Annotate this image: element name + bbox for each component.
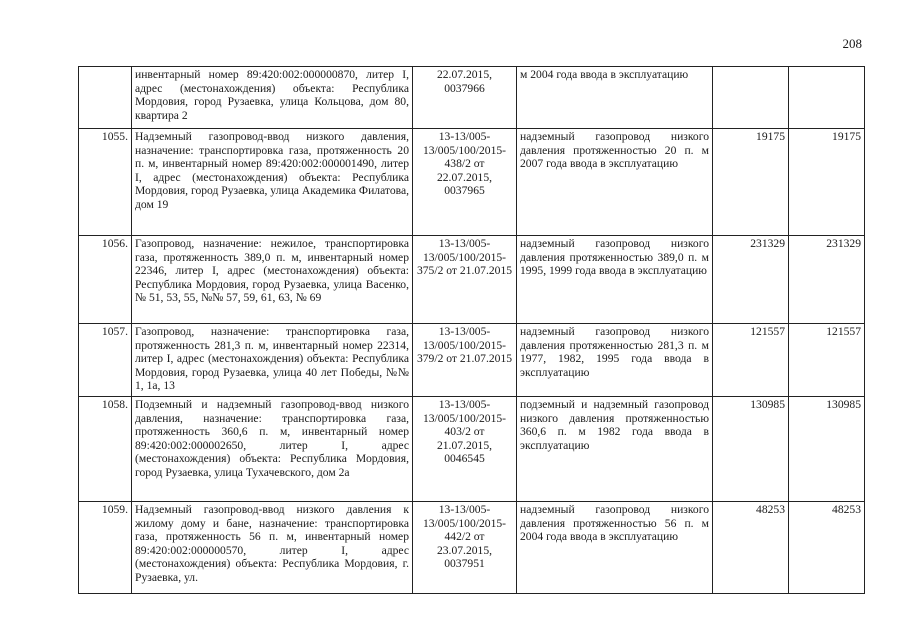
table-row: [79, 502, 865, 594]
residual-value: 19175: [789, 129, 865, 236]
book-value: [713, 67, 789, 129]
registration-record: 13-13/005-13/005/100/2015-438/2 от 22.07.2015, 0037965: [413, 129, 517, 236]
book-value: 130985: [713, 397, 789, 502]
object-description: [132, 502, 413, 594]
table-row: [79, 67, 865, 129]
object-description: инвентарный номер 89:420:002:000000870, литер I, адрес (местонахождения) объекта: Республика Мордовия, город Рузаевка, улица Кольцова, дом 80, квартира 2: [132, 67, 413, 129]
object-description: Газопровод, назначение: нежилое, транспортировка газа, протяженность 389,0 п. м, инвентарный номер 22346, литер I, адрес (местонахождения) объекта: Республика Мордовия, город Рузаевка, улица Васенко, № 51, 53, 55, №№ 57, 59, 61, 63, № 69: [132, 236, 413, 324]
book-value: 121557: [713, 324, 789, 397]
object-description: Газопровод, назначение: транспортировка газа, протяженность 281,3 п. м, инвентарный номер 22314, литер I, адрес (местонахождения) объекта: Республика Мордовия, город Рузаевка, улица 40 лет Победы, №№ 1, 1а, 13: [132, 324, 413, 397]
registration-record: 13-13/005-13/005/100/2015-442/2 от 23.07.2015, 0037951: [413, 502, 517, 594]
residual-value: [789, 67, 865, 129]
object-characteristics: надземный газопровод низкого давления протяженностью 281,3 п. м 1977, 1982, 1995 года ввода в эксплуатацию: [517, 324, 713, 397]
page-number: 208: [842, 36, 862, 51]
registration-record: 22.07.2015, 0037966: [413, 67, 517, 129]
residual-value: 130985: [789, 397, 865, 502]
object-description: Подземный и надземный газопровод-ввод низкого давления, назначение: транспортировка газа, протяженность 360,6 п. м, инвентарный номер 89:420:002:000002650, литер I, адрес (местонахождения) объекта: Республика Мордовия, город Рузаевка, улица Тухачевского, дом 2а: [132, 397, 413, 502]
table-row: [79, 397, 865, 502]
residual-value: 231329: [789, 236, 865, 324]
registration-record: 13-13/005-13/005/100/2015-375/2 от 21.07.2015: [413, 236, 517, 324]
object-characteristics: подземный и надземный газопровод низкого давления протяженностью 360,6 п. м 1982 года ввода в эксплуатацию: [517, 397, 713, 502]
table-row: [79, 324, 865, 397]
row-number: [79, 67, 132, 129]
residual-value: 121557: [789, 324, 865, 397]
object-description: Надземный газопровод-ввод низкого давления, назначение: транспортировка газа, протяженность 20 п. м, инвентарный номер 89:420:002:000001490, литер I, адрес (местонахождения) объекта: Республика Мордовия, город Рузаевка, улица Академика Филатова, дом 19: [132, 129, 413, 236]
residual-value: 48253: [789, 502, 865, 594]
registration-record: 13-13/005-13/005/100/2015-379/2 от 21.07.2015: [413, 324, 517, 397]
object-description-text: Надземный газопровод-ввод низкого давления к жилому дому и бане, назначение: транспортировка газа, протяженность 56 п. м, инвентарный номер 89:420:002:000000570, литер I, адрес (местонахождения) объекта: Республика Мордовия, г. Рузаевка, ул.: [135, 503, 409, 584]
registration-record: 13-13/005-13/005/100/2015-403/2 от 21.07.2015, 0046545: [413, 397, 517, 502]
book-value: 48253: [713, 502, 789, 594]
row-number: 1057.: [79, 324, 132, 397]
object-characteristics: м 2004 года ввода в эксплуатацию: [517, 67, 713, 129]
book-value: 19175: [713, 129, 789, 236]
table-row: [79, 236, 865, 324]
row-number: 1058.: [79, 397, 132, 502]
row-number: 1055.: [79, 129, 132, 236]
book-value: 231329: [713, 236, 789, 324]
table-row: [79, 129, 865, 236]
row-number: 1059.: [79, 502, 132, 594]
object-characteristics: надземный газопровод низкого давления протяженностью 56 п. м 2004 года ввода в эксплуатацию: [517, 502, 713, 594]
property-registry-table: [78, 66, 865, 594]
object-characteristics: надземный газопровод низкого давления протяженностью 389,0 п. м 1995, 1999 года ввода в эксплуатацию: [517, 236, 713, 324]
object-characteristics: надземный газопровод низкого давления протяженностью 20 п. м 2007 года ввода в эксплуатацию: [517, 129, 713, 236]
row-number: 1056.: [79, 236, 132, 324]
